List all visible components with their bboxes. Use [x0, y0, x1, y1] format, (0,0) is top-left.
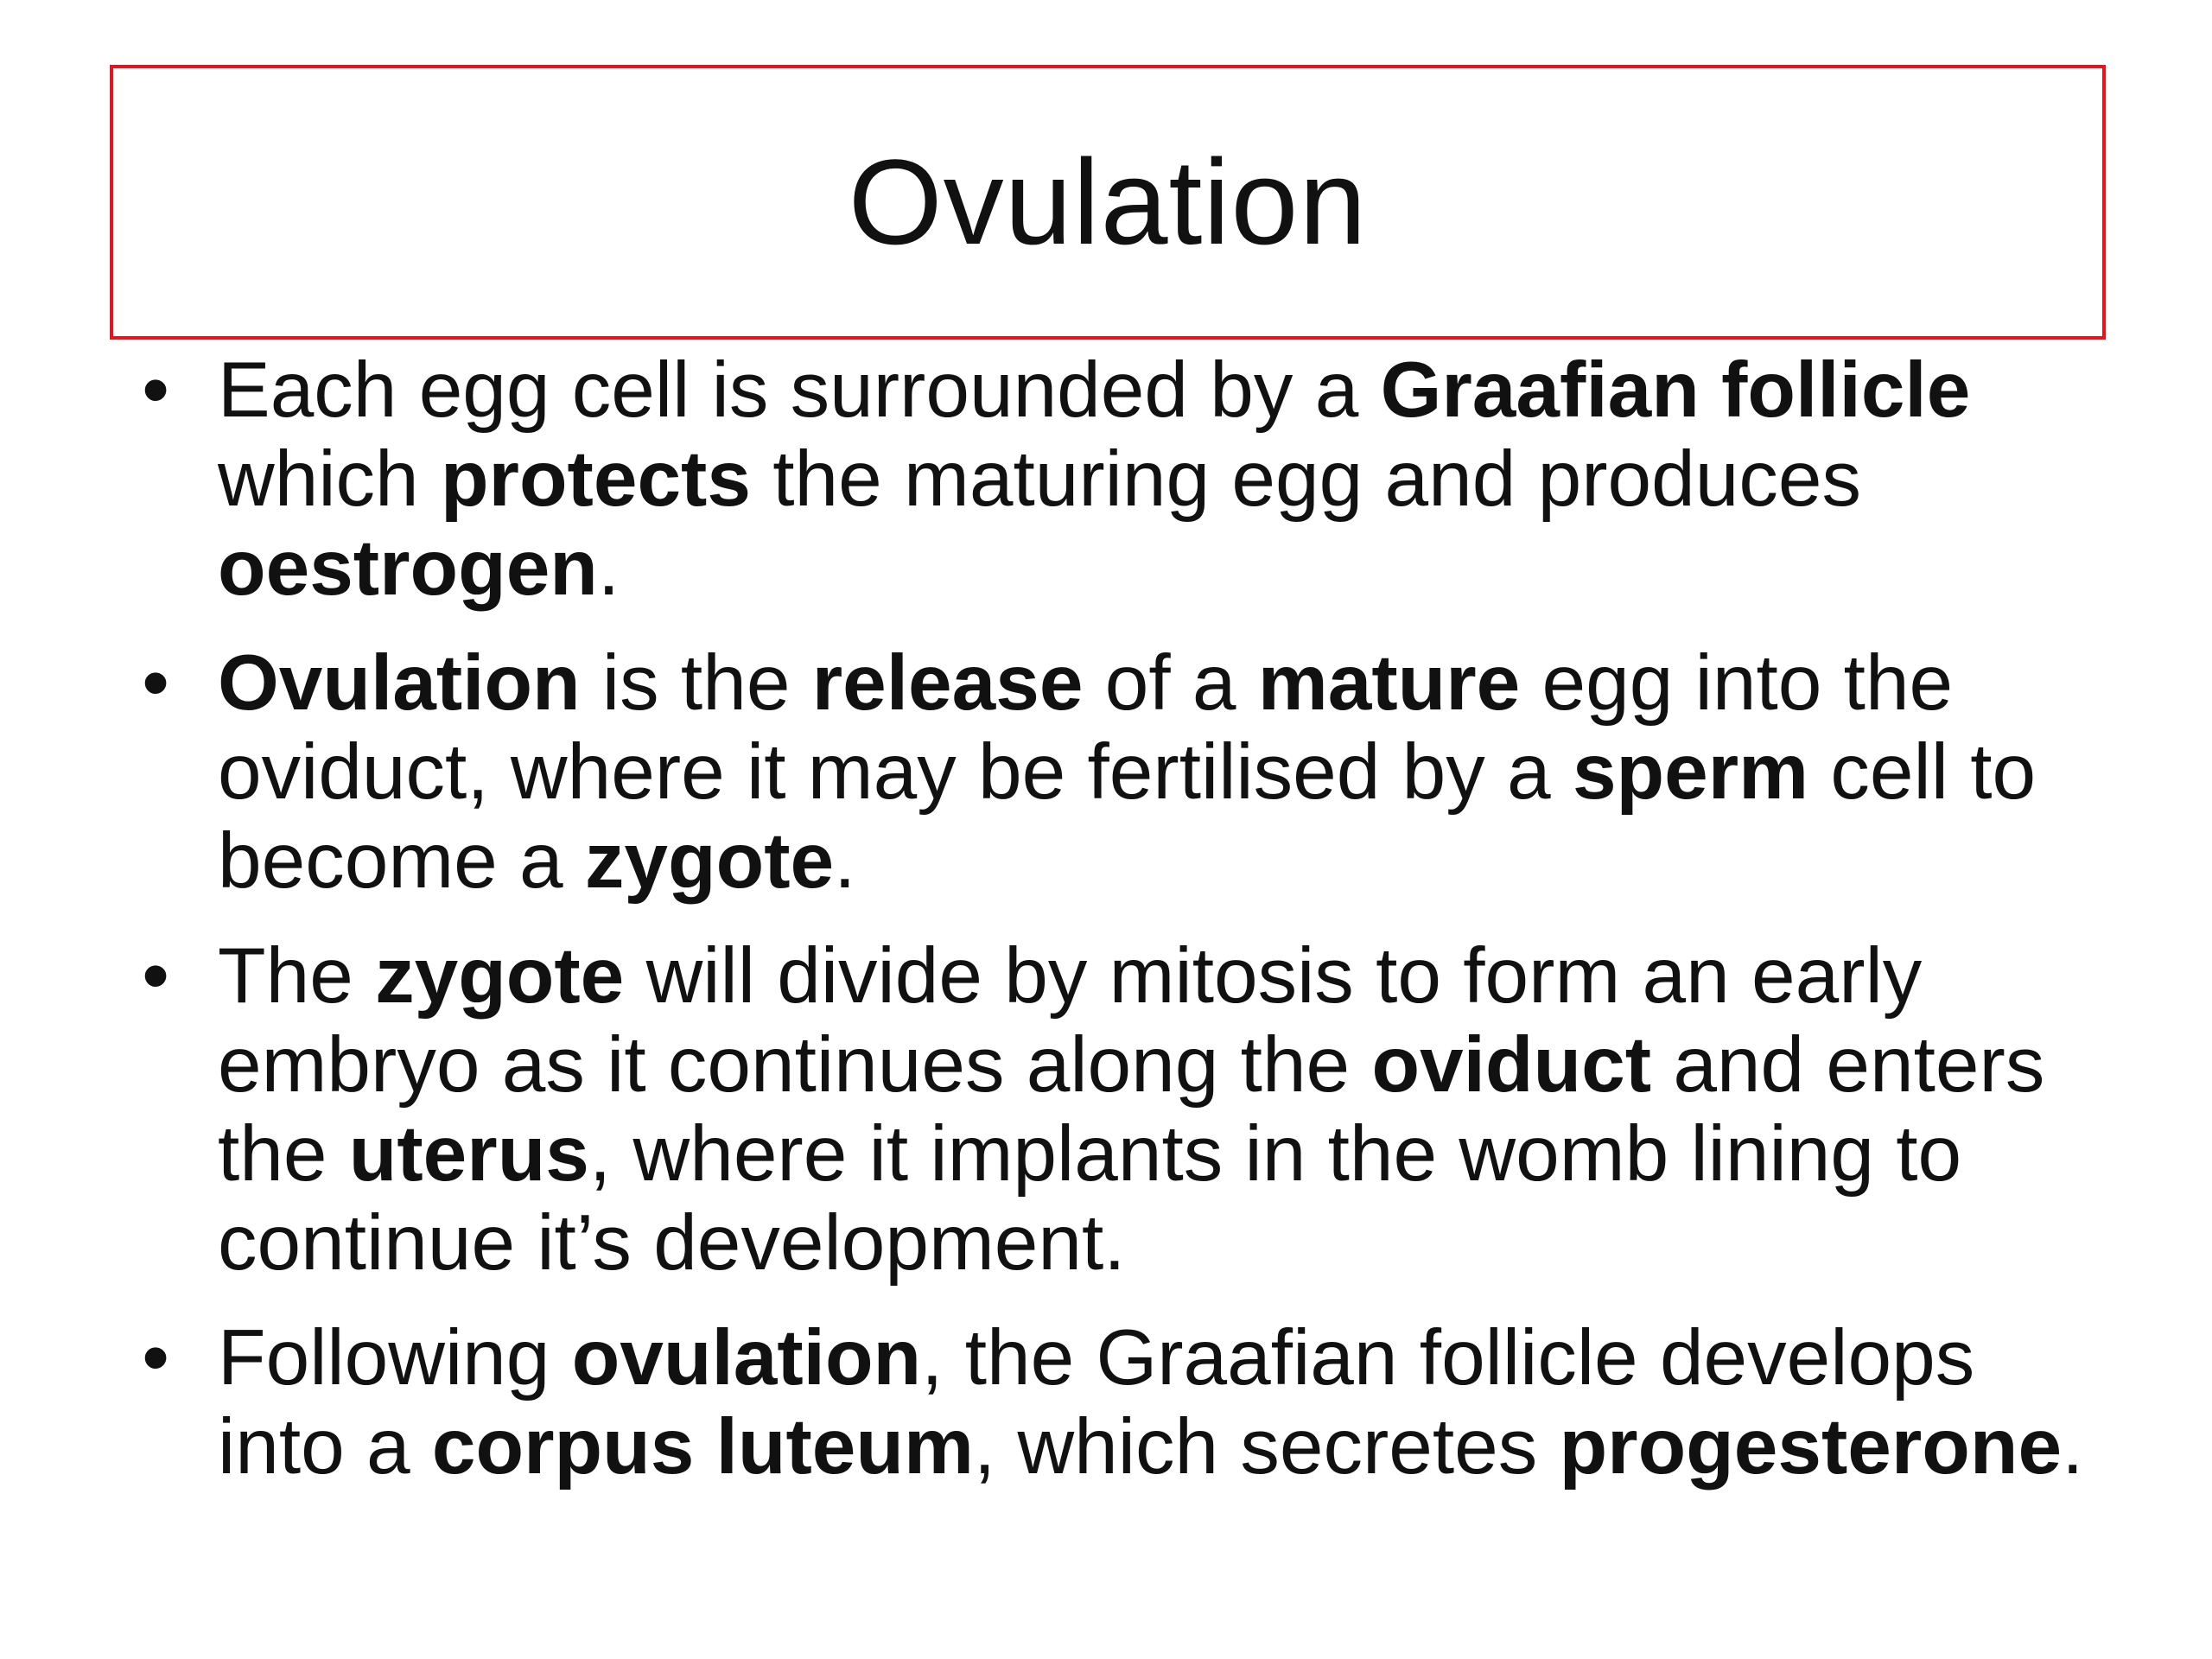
- bold-term: oviduct: [1371, 1021, 1652, 1109]
- bold-term: ovulation: [571, 1314, 922, 1402]
- bullet-dot-icon: •: [142, 346, 169, 434]
- bullet-item: [130, 931, 2117, 1287]
- bold-term: uterus: [348, 1110, 589, 1198]
- bullet-dot-icon: •: [142, 639, 169, 727]
- slide-title-box: [110, 65, 2106, 340]
- bold-term: corpus luteum: [431, 1403, 974, 1491]
- bold-term: Graafian follicle: [1380, 346, 1971, 434]
- bullet-text: [218, 346, 1970, 612]
- bold-term: mature: [1257, 639, 1521, 727]
- bold-term: oestrogen: [218, 524, 598, 612]
- text-segment: .: [597, 524, 620, 612]
- bullet-item: [130, 1313, 2117, 1491]
- text-segment: , where it implants in the womb lining to continue it’s development.: [218, 1110, 1962, 1287]
- bullet-item: [130, 639, 2117, 906]
- text-segment: Following: [218, 1314, 572, 1402]
- bold-term: sperm: [1572, 728, 1809, 816]
- text-segment: cell to become a: [218, 728, 2037, 905]
- text-segment: .: [2062, 1403, 2084, 1491]
- text-segment: egg into the oviduct, where it may be fertilised by a: [218, 639, 1954, 816]
- bold-term: protects: [440, 435, 751, 523]
- text-segment: The: [218, 932, 376, 1020]
- slide-title: Ovulation: [848, 134, 1368, 270]
- bullet-text: [218, 639, 2036, 905]
- bullet-dot-icon: •: [142, 932, 169, 1020]
- text-segment: will divide by mitosis to form an early embryo as it continues along the: [218, 932, 1923, 1109]
- bold-term: zygote: [375, 932, 625, 1020]
- text-segment: , which secretes: [973, 1403, 1560, 1491]
- text-segment: of a: [1083, 639, 1258, 727]
- bullet-text: [218, 1314, 2083, 1491]
- bullet-item: [130, 346, 2117, 613]
- bold-term: progesterone: [1559, 1403, 2063, 1491]
- bold-term: release: [811, 639, 1084, 727]
- text-segment: which: [218, 435, 441, 523]
- text-segment: the maturing egg and produces: [750, 435, 1861, 523]
- text-segment: and enters the: [218, 1021, 2045, 1198]
- text-segment: , the Graafian follicle develops into a: [218, 1314, 1975, 1491]
- bullet-list: [130, 346, 2117, 1517]
- bullet-text: [218, 932, 2044, 1287]
- bullet-dot-icon: •: [142, 1314, 169, 1402]
- text-segment: is the: [580, 639, 812, 727]
- text-segment: Each egg cell is surrounded by a: [218, 346, 1381, 434]
- bold-term: Ovulation: [218, 639, 581, 727]
- text-segment: .: [834, 817, 856, 905]
- bold-term: zygote: [584, 817, 835, 905]
